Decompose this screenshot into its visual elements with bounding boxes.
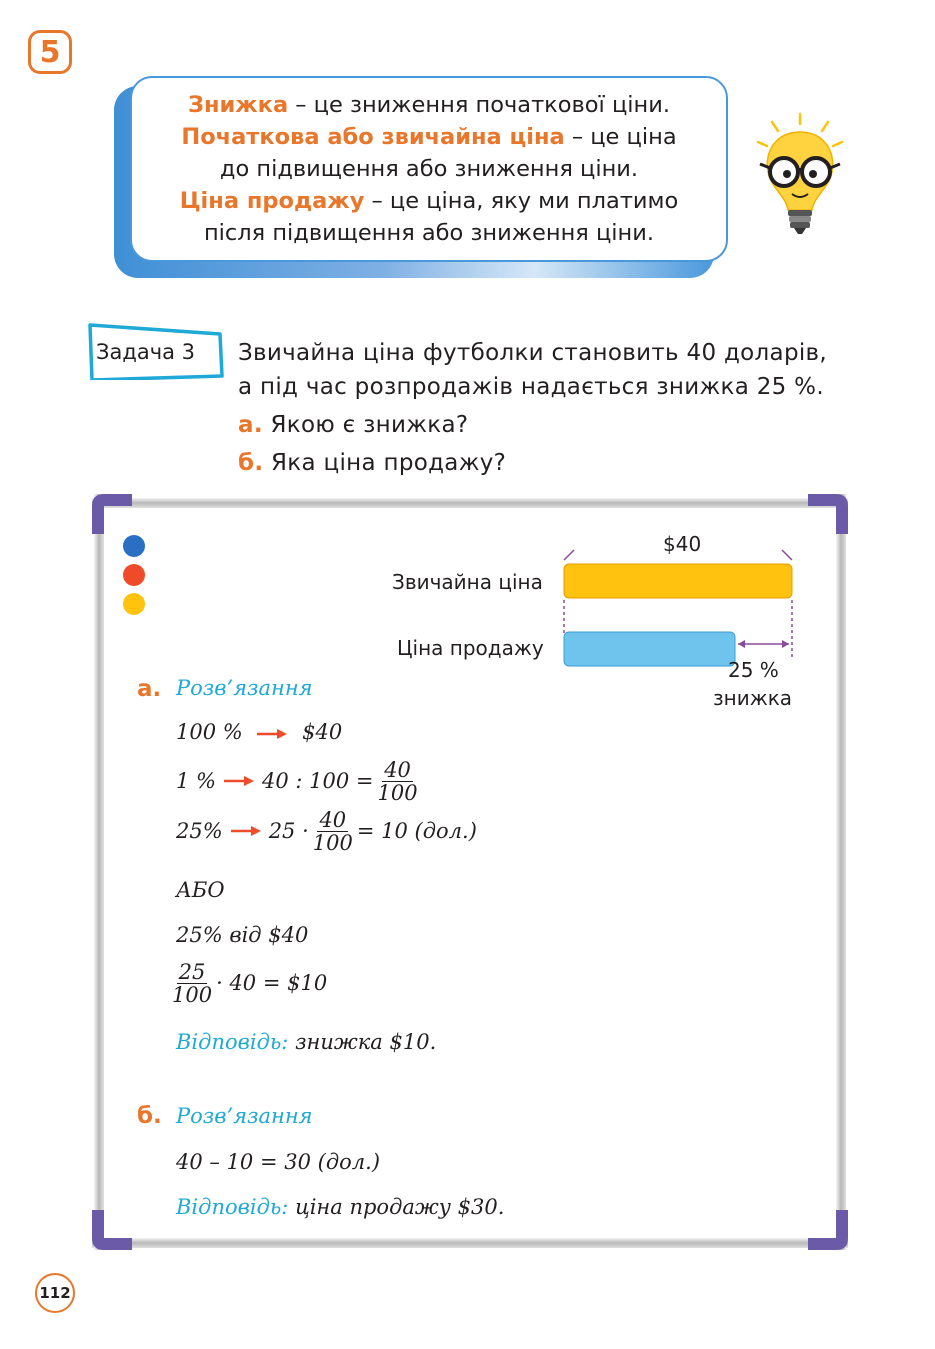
- sale-price-bar: [564, 632, 735, 666]
- term-sale-price: Ціна продажу: [179, 188, 365, 214]
- solution-a-line-5: [172, 956, 327, 1010]
- question-b-text: Яка ціна продажу?: [263, 450, 507, 476]
- answer-b: [176, 1195, 504, 1219]
- text: 25 ·: [268, 819, 309, 843]
- definition-line-4: [180, 185, 679, 217]
- arrow-right-icon: [231, 826, 261, 836]
- text: $40: [302, 720, 343, 744]
- text: = 10 (дол.): [356, 819, 477, 843]
- discount-percent-label: 25 %: [728, 658, 779, 682]
- solution-b-line-1: 40 – 10 = 30 (дол.): [176, 1150, 381, 1174]
- sale-price-label: Ціна продажу: [397, 636, 544, 660]
- question-b-letter: б.: [238, 450, 264, 476]
- question-a-text: Якою є знижка?: [262, 412, 469, 438]
- or-label: АБО: [176, 878, 225, 902]
- answer-text: ціна продажу $30.: [288, 1195, 505, 1219]
- numerator: 40: [384, 757, 411, 782]
- arrow-right-icon: [257, 729, 287, 739]
- fraction: [172, 961, 212, 1006]
- denominator: 100: [172, 982, 213, 1007]
- arrow-right-icon: [224, 776, 254, 786]
- definition-line-2: [181, 121, 676, 153]
- solution-a-line-4: 25% від $40: [176, 923, 309, 947]
- problem-line-2: а під час розпродажів надається знижка 25 %.: [238, 374, 824, 400]
- answer-a: [176, 1030, 436, 1054]
- fraction: [378, 759, 418, 804]
- text: 100 %: [176, 720, 243, 744]
- regular-price-label: Звичайна ціна: [392, 570, 543, 594]
- solution-b-letter: б.: [137, 1103, 162, 1129]
- answer-label: Відповідь:: [176, 1195, 289, 1219]
- page-number: 112: [35, 1273, 75, 1313]
- text: 1 %: [176, 769, 216, 793]
- solution-a-heading: Розв’язання: [176, 676, 313, 700]
- answer-text: знижка $10.: [288, 1030, 437, 1054]
- discount-word-label: знижка: [713, 686, 793, 710]
- term-regular-price: Початкова або звичайна ціна: [181, 124, 565, 150]
- denominator: 100: [312, 830, 353, 855]
- problem-line-1: Звичайна ціна футболки становить 40 доларів,: [238, 340, 828, 366]
- definition-text: – це зниження початкової ціни.: [288, 92, 671, 118]
- fraction: [313, 809, 353, 854]
- total-price-label: $40: [663, 532, 702, 556]
- bar-diagram: [558, 544, 798, 670]
- question-a-letter: а.: [238, 412, 263, 438]
- definition-line-1: [188, 89, 670, 121]
- solution-a-line-3: [176, 804, 477, 858]
- definition-box: [130, 76, 728, 262]
- definition-text: – це ціна: [564, 124, 677, 150]
- text: 25%: [176, 819, 223, 843]
- definition-line-5: після підвищення або зниження ціни.: [203, 220, 655, 246]
- solution-b-heading: Розв’язання: [176, 1104, 313, 1128]
- solution-a-line-2: [176, 754, 422, 808]
- text: 40 : 100 =: [262, 769, 374, 793]
- denominator: 100: [377, 780, 418, 805]
- definition-line-3: до підвищення або зниження ціни.: [219, 156, 639, 182]
- lightbulb-glasses-icon: [752, 110, 848, 240]
- task-label: Задача 3: [96, 340, 196, 364]
- question-b: [238, 450, 506, 476]
- numerator: 40: [319, 807, 347, 832]
- definition-text: – це ціна, яку ми платимо: [364, 188, 679, 214]
- solution-a-line-1: [176, 720, 342, 744]
- text: · 40 = $10: [216, 971, 328, 995]
- answer-label: Відповідь:: [176, 1030, 289, 1054]
- question-a: [238, 412, 468, 438]
- term-discount: Знижка: [187, 92, 289, 118]
- numerator: 25: [178, 959, 206, 984]
- chapter-badge: 5: [28, 30, 72, 74]
- solution-a-letter: а.: [137, 676, 162, 702]
- regular-price-bar: [564, 564, 792, 598]
